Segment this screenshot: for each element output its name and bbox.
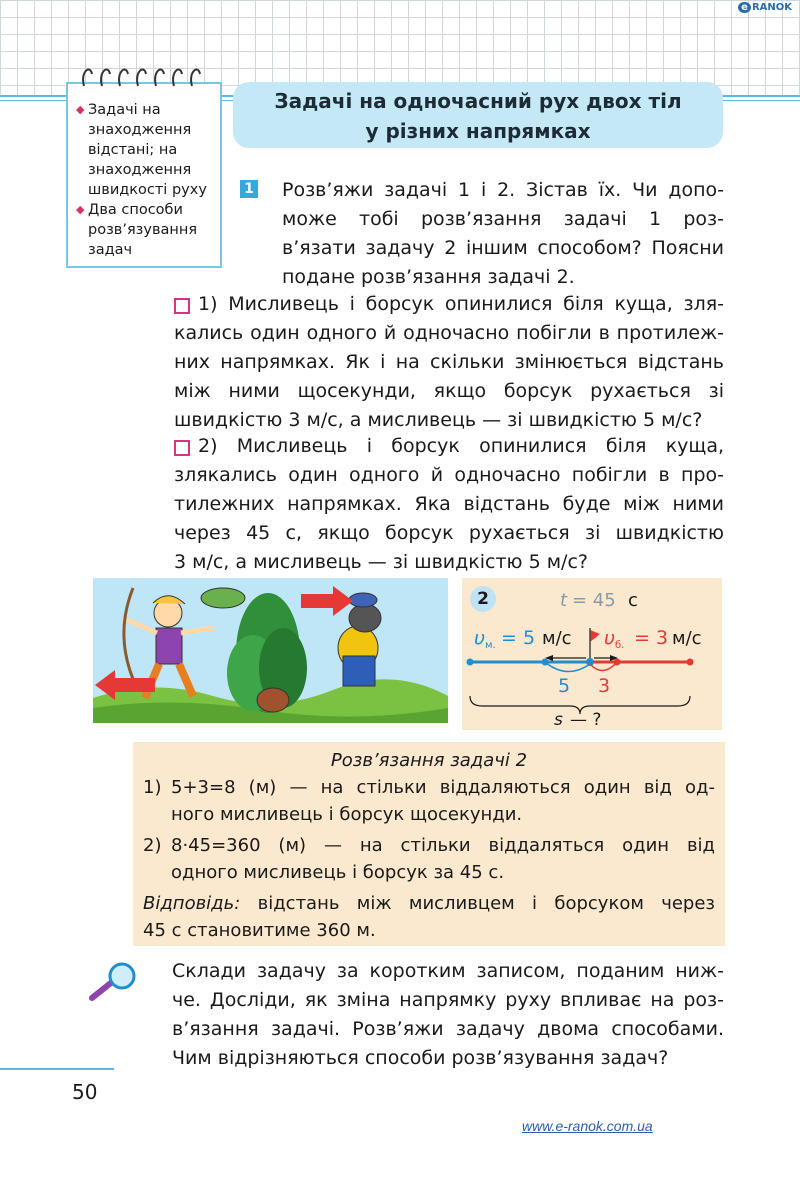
page-number: 50 <box>72 1080 98 1104</box>
exercise-intro: Розв’яжи задачі 1 і 2. Зістав їх. Чи допо- може тобі розв’язання задачі 1 роз- в’язати задачу 2 іншим способом? Поясни подане розв’язання задачі 2. <box>282 179 724 288</box>
exercise-number-badge: 1 <box>240 180 258 198</box>
solution-box <box>133 742 725 946</box>
spiral-binding-icon <box>76 62 216 92</box>
hunter-speed-value: = 5 <box>501 627 536 649</box>
start-flag-icon <box>590 630 600 642</box>
badger-speed-symbol: υ <box>604 627 615 649</box>
magnifier-icon <box>86 960 140 1004</box>
task1-text: 1) Мисливець і борсук опинилися біля куща, зля- кались один одного й одночасно побігли в протилеж- них напрямках. Як і на скільки змінюється відстань між ними щосекунди, якщо борсук рухається зі швидкістю 3 м/с, а мисливець — зі швидкістю 5 м/с? <box>174 293 724 431</box>
notepad-item: ◆ Задачі на знаходження відстані; на знаходження швидкості руху <box>76 102 207 198</box>
distance-symbol: s <box>554 710 563 730</box>
hunter-badger-illustration <box>93 578 448 723</box>
solution-title: Розв’язання задачі 2 <box>330 750 528 771</box>
footer-rule <box>0 1068 114 1070</box>
hunter-speed-sub: м. <box>485 640 496 651</box>
hunter-speed-symbol: υ <box>474 627 485 649</box>
segment-right-label: 3 <box>598 675 611 697</box>
badger-speed-sub: б. <box>615 640 625 651</box>
diamond-bullet-icon: ◆ <box>76 103 85 116</box>
time-unit: с <box>628 590 638 611</box>
topic-notepad <box>66 82 222 268</box>
motion-scheme <box>462 578 722 730</box>
time-value: = 45 <box>572 590 616 611</box>
scheme-diagram <box>462 578 722 730</box>
notepad-item: ◆ Два способи розв’язування задач <box>76 202 198 258</box>
distance-question: — ? <box>570 710 602 730</box>
basket-icon <box>257 688 289 712</box>
task2-text: 2) Мисливець і борсук опинилися біля куща, злякались один одного й одночасно побігли в про- тилежних напрямках. Яка відстань буде між ними через 45 с, якщо борсук рухається зі швидкістю 3 м/с, а мисливець — зі швидкістю 5 м/с? <box>174 435 724 573</box>
lesson-title: Задачі на одночасний рух двох тіл у різних напрямках <box>233 82 723 148</box>
badger-speed-value: = 3 <box>634 627 669 649</box>
hunter-speed-unit: м/с <box>542 628 572 649</box>
badger-speed-unit: м/с <box>672 628 702 649</box>
creative-task-text: Склади задачу за коротким записом, поданим ниж- че. Досліди, як зміна напрямку руху впливає на роз- в’язання задачі. Розв’яжи задачу двома способами. Чим відрізняються способи розв’язування задач? <box>172 960 724 1069</box>
hat-icon <box>201 588 245 608</box>
diamond-bullet-icon: ◆ <box>76 203 85 216</box>
solution-answer-cont: 45 с становитиме 360 м. <box>143 920 376 941</box>
publisher-link[interactable]: www.e-ranok.com.ua <box>522 1118 653 1134</box>
publisher-logo: e RANOK <box>738 2 792 13</box>
solution-step: 2) 8·45=360 (м) — на стільки віддаляться один від одного мисливець і борсук за 45 с. <box>143 835 715 883</box>
time-symbol: t <box>560 590 568 611</box>
scheme-number-badge: 2 <box>470 586 496 612</box>
solution-answer: Відповідь: відстань між мисливцем і борсуком через <box>143 893 715 914</box>
segment-left-label: 5 <box>558 675 571 697</box>
solution-step: 1) 5+3=8 (м) — на стільки віддаляються один від од- ного мисливець і борсук щосекунди. <box>143 777 715 825</box>
